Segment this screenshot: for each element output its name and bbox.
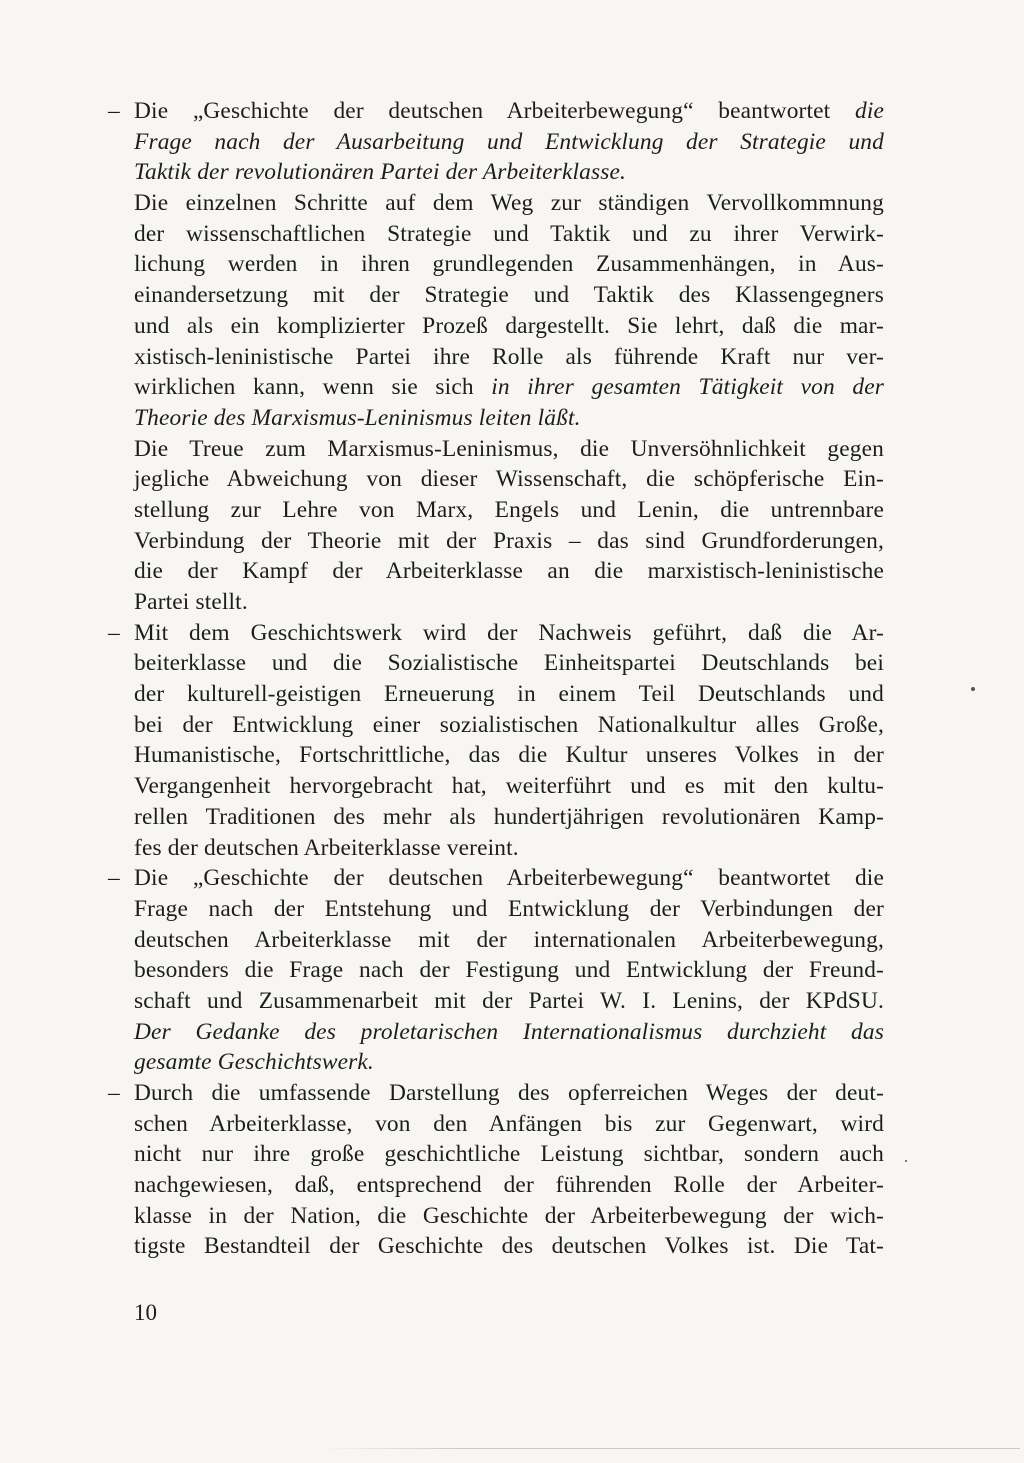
text-line (108, 1231, 884, 1262)
text-span: fes der deutschen Arbeiterklasse vereint. (134, 834, 519, 861)
scan-speck (971, 687, 975, 691)
text-span: Die „Geschichte der deutschen Arbeiterbewegung“ beantwortet (134, 98, 855, 124)
text-span: wirklichen kann, wenn sie sich (134, 374, 492, 401)
text-line (108, 280, 884, 311)
bullet-dash: – (108, 865, 120, 892)
text-line (108, 1017, 884, 1048)
text-span: besonders die Frage nach der Festigung und Entwicklung der Freund- (134, 957, 884, 984)
text-line (108, 526, 884, 557)
text-line (108, 1047, 884, 1078)
bullet-dash: – (108, 619, 120, 646)
text-line (108, 648, 884, 679)
text-line (108, 587, 884, 618)
text-line (108, 464, 884, 495)
text-span: rellen Traditionen des mehr als hundertjährigen revolutionären Kamp- (134, 803, 884, 830)
text-line (108, 679, 884, 710)
text-span: einandersetzung mit der Strategie und Taktik des Klassengegners (134, 282, 884, 309)
text-span: deutschen Arbeiterklasse mit der internationalen Arbeiterbewegung, (134, 926, 884, 953)
text-line (108, 925, 884, 956)
text-span: Die Treue zum Marxismus-Leninismus, die Unversöhnlichkeit gegen (134, 435, 884, 462)
text-span: Durch die umfassende Darstellung des opferreichen Weges der deut- (134, 1080, 884, 1106)
italic-text: gesamte Geschichtswerk. (134, 1049, 374, 1076)
italic-text: Der Gedanke des proletarischen Internationalismus durchzieht das (134, 1018, 884, 1045)
text-line (108, 342, 884, 373)
text-span: nicht nur ihre große geschichtliche Leistung sichtbar, sondern auch (134, 1141, 884, 1168)
text-span: Die einzelnen Schritte auf dem Weg zur ständigen Vervollkommnung (134, 190, 884, 217)
text-line (108, 219, 884, 250)
italic-text: Frage nach der Ausarbeitung und Entwicklung der Strategie und (134, 128, 884, 155)
scan-edge-line (320, 1448, 1020, 1449)
text-line (108, 955, 884, 986)
text-line (108, 740, 884, 771)
text-span: klasse in der Nation, die Geschichte der Arbeiterbewegung der wich- (134, 1202, 884, 1229)
text-span: schen Arbeiterklasse, von den Anfängen bis zur Gegenwart, wird (134, 1110, 884, 1137)
text-line (108, 127, 884, 158)
italic-text: Taktik der revolutionären Partei der Arbeiterklasse. (134, 159, 627, 186)
text-span: und als ein komplizierter Prozeß dargestellt. Sie lehrt, daß die mar- (134, 312, 884, 339)
text-span: die der Kampf der Arbeiterklasse an die marxistisch-leninistische (134, 558, 884, 585)
bullet-line (108, 618, 884, 649)
text-line (108, 434, 884, 465)
text-line (108, 986, 884, 1017)
text-span: bei der Entwicklung einer sozialistischen Nationalkultur alles Große, (134, 711, 884, 738)
text-line (108, 1139, 884, 1170)
text-line (108, 1109, 884, 1140)
text-line (108, 771, 884, 802)
text-line (108, 495, 884, 526)
text-line (108, 188, 884, 219)
text-line (108, 372, 884, 403)
text-span: Mit dem Geschichtswerk wird der Nachweis geführt, daß die Ar- (134, 619, 884, 646)
text-line (108, 403, 884, 434)
text-span: Die „Geschichte der deutschen Arbeiterbewegung“ beantwortet die (134, 865, 884, 892)
text-span: lichung werden in ihren grundlegenden Zusammenhängen, in Aus- (134, 251, 884, 278)
page-number: 10 (134, 1300, 157, 1325)
text-line (108, 1170, 884, 1201)
scan-speck (905, 1160, 907, 1162)
text-line (108, 249, 884, 280)
text-span: beiterklasse und die Sozialistische Einheitspartei Deutschlands bei (134, 650, 884, 677)
bullet-line (108, 96, 884, 127)
text-span: Frage nach der Entstehung und Entwicklung der Verbindungen der (134, 895, 884, 922)
text-span: tigste Bestandteil der Geschichte des deutschen Volkes ist. Die Tat- (134, 1233, 884, 1260)
text-span: stellung zur Lehre von Marx, Engels und Lenin, die untrennbare (134, 496, 884, 523)
bullet-dash: – (108, 1080, 120, 1106)
text-span: Humanistische, Fortschrittliche, das die Kultur unseres Volkes in der (134, 742, 884, 769)
text-line (108, 894, 884, 925)
text-line (108, 556, 884, 587)
text-line (108, 710, 884, 741)
italic-text: in ihrer gesamten Tätigkeit von der (491, 374, 884, 401)
text-span: Vergangenheit hervorgebracht hat, weiterführt und es mit den kultu- (134, 773, 884, 800)
text-span: Partei stellt. (134, 589, 248, 615)
text-span: schaft und Zusammenarbeit mit der Partei W. I. Lenins, der KPdSU. (134, 987, 884, 1014)
text-line (108, 802, 884, 833)
bullet-dash: – (108, 98, 120, 124)
text-line (108, 833, 884, 864)
text-span: jegliche Abweichung von dieser Wissenschaft, die schöpferische Ein- (134, 466, 884, 493)
body-text (108, 96, 884, 1262)
text-span: nachgewiesen, daß, entsprechend der führenden Rolle der Arbeiter- (134, 1172, 884, 1199)
text-span: der kulturell-geistigen Erneuerung in einem Teil Deutschlands und (134, 681, 884, 708)
text-line (108, 311, 884, 342)
text-line (108, 157, 884, 188)
text-span: der wissenschaftlichen Strategie und Taktik und zu ihrer Verwirk- (134, 220, 884, 247)
text-line (108, 1201, 884, 1232)
bullet-line (108, 1078, 884, 1109)
italic-text: Theorie des Marxismus-Leninismus leiten läßt. (134, 404, 581, 431)
italic-text: die (854, 98, 884, 124)
text-span: xistisch-leninistische Partei ihre Rolle als führende Kraft nur ver- (134, 343, 884, 370)
bullet-line (108, 863, 884, 894)
text-span: Verbindung der Theorie mit der Praxis – das sind Grundforderungen, (134, 527, 884, 554)
